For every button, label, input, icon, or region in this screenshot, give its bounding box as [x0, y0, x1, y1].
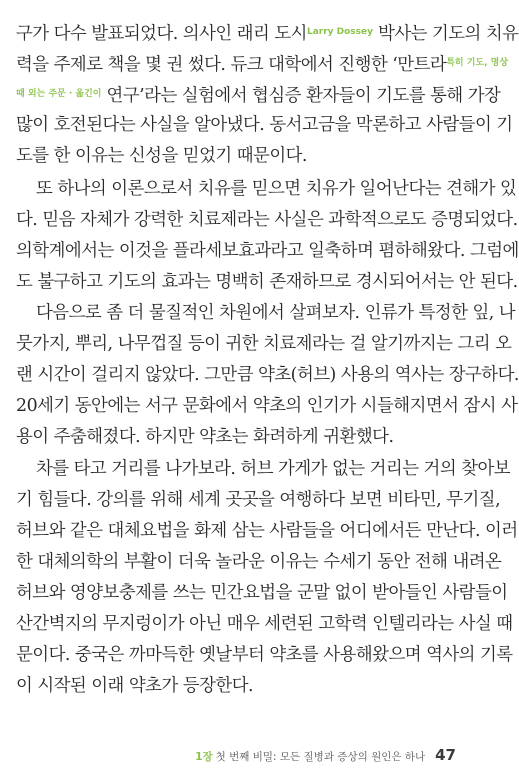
text-segment: 연구’라는 실험에서 협심증 환자들이 기도를 통해 가장 — [106, 86, 501, 106]
text-line: 다. 믿음 자체가 강력한 치료제라는 사실은 과학적으로도 증명되었다. — [16, 210, 518, 230]
text-line: 다음으로 좀 더 물질적인 차원에서 살펴보자. 인류가 특정한 잎, 나 — [36, 303, 516, 323]
text-line: 20세기 동안에는 서구 문화에서 약초의 인기가 시들해지면서 잠시 사 — [16, 396, 518, 416]
text-line: 용이 주춤해졌다. 하지만 약초는 화려하게 귀환했다. — [16, 427, 394, 447]
page-footer — [195, 745, 456, 767]
text-line: 문이다. 중국은 까마득한 옛날부터 약초를 사용해왔으며 역사의 기록 — [16, 645, 513, 665]
page-number: 47 — [435, 746, 456, 764]
text-segment: 박사는 기도의 치유 — [378, 24, 519, 44]
gloss-mantra-part2: 때 외는 주문 · 옮긴이 — [16, 89, 102, 99]
text-line: 의학계에서는 이것을 플라세보효과라고 일축하며 폄하해왔다. 그럼에 — [16, 241, 519, 261]
chapter-label: 1장 — [195, 751, 213, 763]
text-line: 한 대체의학의 부활이 더욱 놀라운 이유는 수세기 동안 전해 내려온 — [16, 552, 502, 572]
text-line — [16, 81, 501, 107]
text-line: 허브와 영양보충제를 쓰는 민간요법을 군말 없이 받아들인 사람들이 — [16, 583, 508, 603]
gloss-mantra-part1: 특히 기도, 명상 — [446, 58, 509, 68]
text-line: 산간벽지의 무지렁이가 아닌 매우 세련된 고학력 인텔리라는 사실 때 — [16, 614, 513, 634]
gloss-larry-dossey: Larry Dossey — [306, 27, 373, 37]
text-line — [16, 50, 509, 76]
text-line: 많이 호전된다는 사실을 알아냈다. 동서고금을 막론하고 사람들이 기 — [16, 115, 513, 135]
text-line: 허브와 같은 대체요법을 화제 삼는 사람들을 어디에서든 만난다. 이러 — [16, 521, 518, 541]
text-line: 이 시작된 이래 약초가 등장한다. — [16, 676, 254, 696]
running-title: 첫 번째 비밀: 모든 질병과 증상의 원인은 하나 — [215, 751, 426, 763]
text-line: 도 불구하고 기도의 효과는 명백히 존재하므로 경시되어서는 안 된다. — [16, 272, 518, 292]
text-segment: 력을 주제로 책을 몇 권 썼다. 듀크 대학에서 진행한 ‘만트라 — [16, 55, 447, 75]
text-line: 기 힘들다. 강의를 위해 세계 곳곳을 여행하다 보면 비타민, 무기질, — [16, 490, 501, 510]
text-line — [16, 19, 519, 45]
text-line: 도를 한 이유는 신성을 믿었기 때문이다. — [16, 146, 307, 166]
text-line: 차를 타고 거리를 나가보라. 허브 가게가 없는 거리는 거의 찾아보 — [36, 459, 511, 479]
text-line: 랜 시간이 걸리지 않았다. 그만큼 약초(허브) 사용의 역사는 장구하다. — [16, 365, 519, 385]
text-segment: 구가 다수 발표되었다. 의사인 래리 도시 — [16, 24, 307, 44]
text-line: 또 하나의 이론으로서 치유를 믿으면 치유가 일어난다는 견해가 있 — [36, 179, 517, 199]
text-line: 뭇가지, 뿌리, 나무껍질 등이 귀한 치료제라는 걸 알기까지는 그리 오 — [16, 334, 512, 354]
